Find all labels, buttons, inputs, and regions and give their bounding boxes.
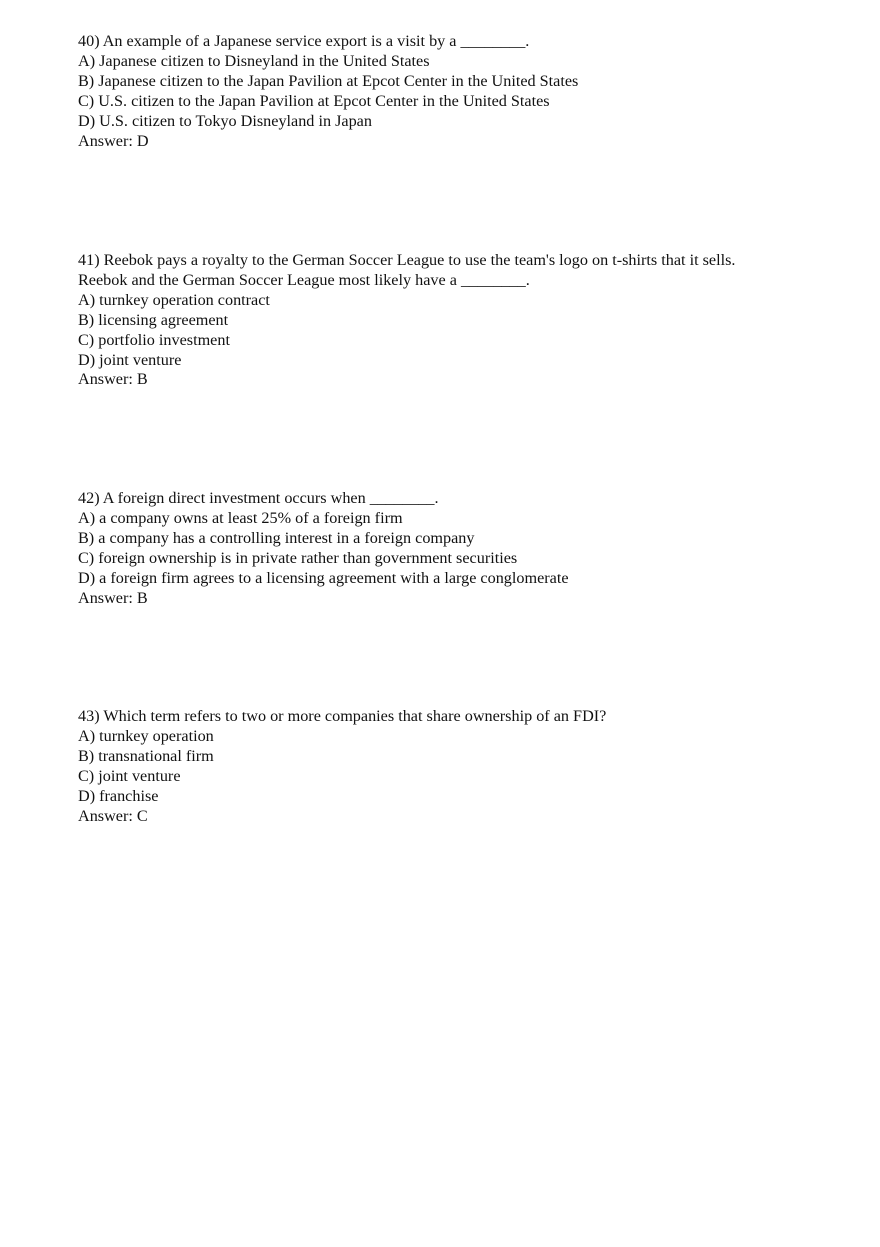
option-b: B) Japanese citizen to the Japan Pavilion at Epcot Center in the United States: [78, 71, 579, 90]
question-40: [78, 32, 848, 151]
option-b: B) transnational firm: [78, 746, 214, 765]
question-stem: 40) An example of a Japanese service export is a visit by a ________.: [78, 32, 530, 50]
answer-line: Answer: C: [78, 806, 148, 825]
option-d: D) franchise: [78, 786, 159, 805]
question-stem: 41) Reebok pays a royalty to the German Soccer League to use the team's logo on t-shirts that it sells.: [78, 251, 736, 269]
question-stem-continued: Reebok and the German Soccer League most likely have a ________.: [78, 270, 530, 289]
option-a: A) turnkey operation contract: [78, 290, 270, 309]
option-c: C) U.S. citizen to the Japan Pavilion at Epcot Center in the United States: [78, 91, 550, 110]
option-d: D) a foreign firm agrees to a licensing agreement with a large conglomerate: [78, 568, 569, 587]
answer-line: Answer: B: [78, 370, 148, 389]
option-c: C) foreign ownership is in private rather than government securities: [78, 548, 518, 567]
question-stem: 42) A foreign direct investment occurs when ________.: [78, 489, 439, 507]
question-43: [78, 707, 848, 826]
option-b: B) a company has a controlling interest in a foreign company: [78, 528, 475, 547]
option-c: C) joint venture: [78, 766, 181, 785]
answer-line: Answer: B: [78, 588, 148, 607]
option-d: D) joint venture: [78, 350, 182, 369]
option-a: A) turnkey operation: [78, 726, 214, 745]
question-41: [78, 251, 848, 390]
question-stem: 43) Which term refers to two or more companies that share ownership of an FDI?: [78, 707, 607, 725]
option-b: B) licensing agreement: [78, 310, 229, 329]
option-d: D) U.S. citizen to Tokyo Disneyland in Japan: [78, 111, 372, 130]
option-c: C) portfolio investment: [78, 330, 230, 349]
option-a: A) Japanese citizen to Disneyland in the United States: [78, 51, 430, 70]
question-42: [78, 489, 848, 608]
option-a: A) a company owns at least 25% of a foreign firm: [78, 508, 403, 527]
answer-line: Answer: D: [78, 131, 149, 150]
